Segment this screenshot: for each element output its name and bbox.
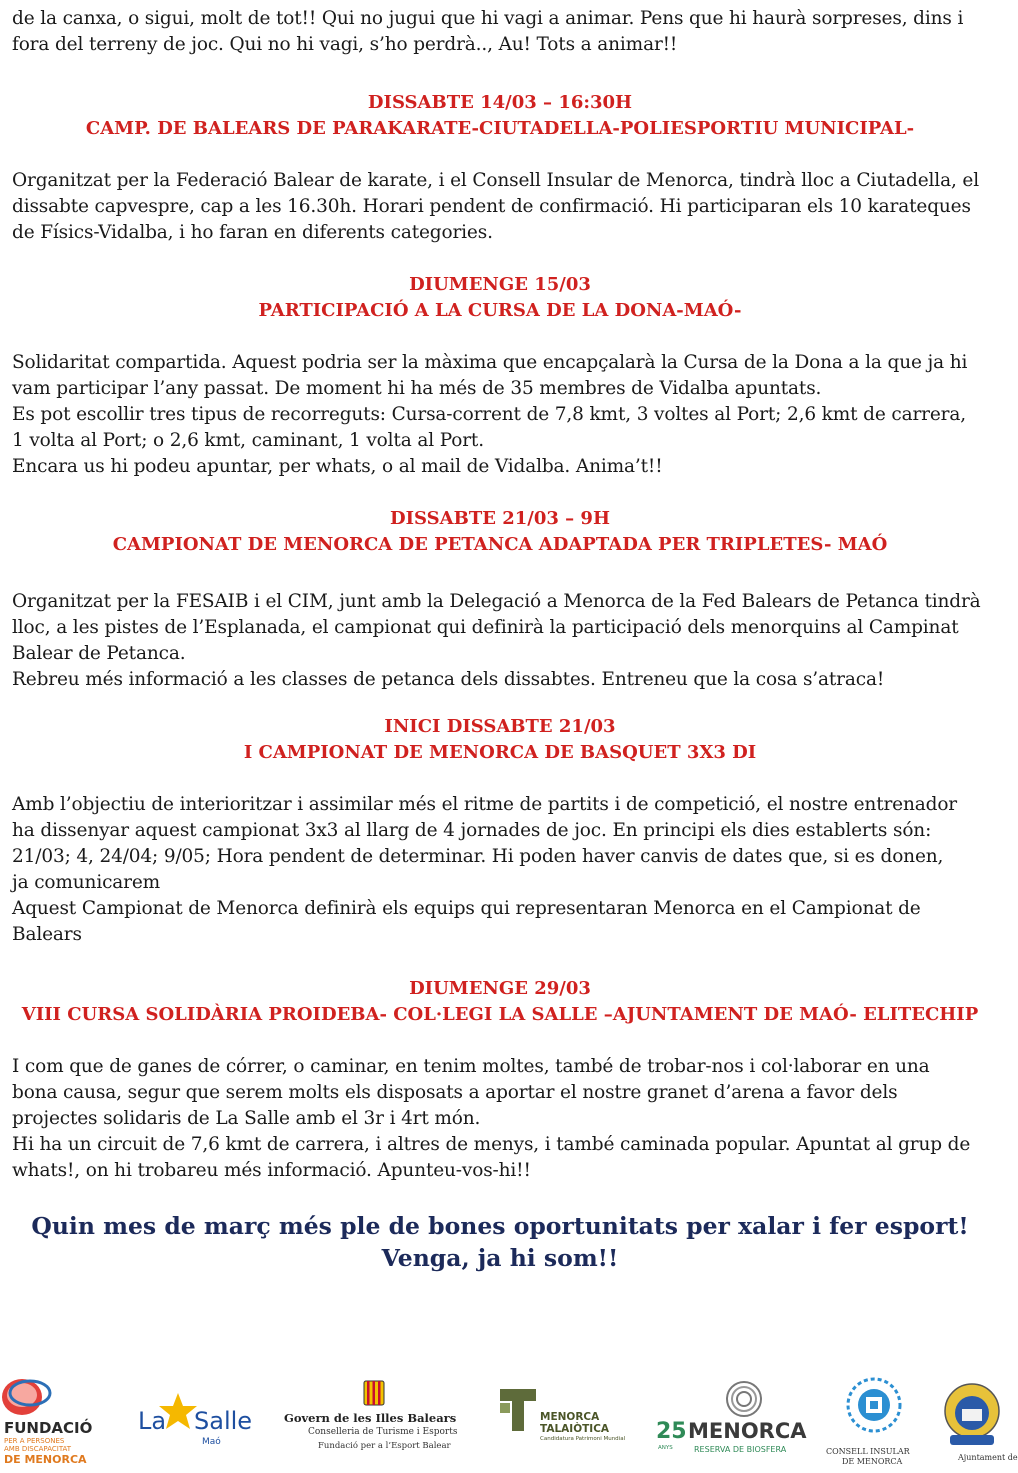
text-line: Aquest Campionat de Menorca definirà els equips qui representaran Menorca en el Campionat de xyxy=(12,898,921,919)
talaiotica-name: MENORCA xyxy=(540,1411,600,1423)
biosfera-number: 25 xyxy=(656,1419,687,1444)
consell-name: CONSELL INSULAR xyxy=(826,1447,910,1456)
event-heading xyxy=(12,90,988,142)
coat-of-arms-icon xyxy=(362,1379,386,1409)
govern-sub: Conselleria de Turisme i Esports xyxy=(308,1427,458,1437)
fundacio-emblem-icon xyxy=(0,1375,60,1419)
text-line: Balear de Petanca. xyxy=(12,643,186,664)
fundacio-sub: DE MENORCA xyxy=(4,1453,87,1466)
fundacio-sub: AMB DISCAPACITAT xyxy=(4,1445,72,1453)
text-line: bona causa, segur que serem molts els disposats a aportar el nostre granet d’arena a favor dels xyxy=(12,1082,898,1103)
event-heading xyxy=(12,506,988,558)
biosfera-name: MENORCA xyxy=(688,1419,807,1443)
text-line: ha dissenyar aquest campionat 3x3 al llarg de 4 jornades de joc. En principi els dies establerts són: xyxy=(12,820,932,841)
talaiotica-logo xyxy=(500,1375,640,1473)
lasalle-name: Salle xyxy=(194,1407,253,1435)
consell-emblem-icon xyxy=(846,1377,902,1433)
closing-line: Venga, ja hi som!! xyxy=(381,1244,619,1272)
text-line: vam participar l’any passat. De moment hi ha més de 35 membres de Vidalba apuntats. xyxy=(12,378,822,399)
text-line: I com que de ganes de córrer, o caminar, en tenim moltes, també de trobar-nos i col·laborar en una xyxy=(12,1056,930,1077)
event-title: PARTICIPACIÓ A LA CURSA DE LA DONA-MAÓ- xyxy=(258,300,742,321)
text-line: de Físics-Vidalba, i ho faran en diferents categories. xyxy=(12,222,493,243)
event-body xyxy=(12,350,988,480)
event-date: DIUMENGE 15/03 xyxy=(409,274,591,295)
consell-name: DE MENORCA xyxy=(842,1457,903,1466)
ajuntament-logo xyxy=(936,1375,1018,1473)
talaiotica-sub: Candidatura Patrimoni Mundial xyxy=(540,1436,626,1442)
text-line: Encara us hi podeu apuntar, per whats, o al mail de Vidalba. Anima’t!! xyxy=(12,456,663,477)
text-line: Amb l’objectiu de interioritzar i assimilar més el ritme de partits i de competició, el nostre entrenador xyxy=(12,794,957,815)
sponsor-logos xyxy=(0,1375,1018,1473)
taula-icon xyxy=(500,1389,536,1431)
fundacio-sub: PER A PERSONES xyxy=(4,1437,65,1445)
event-date: DISSABTE 21/03 – 9H xyxy=(390,508,610,529)
text-line: ja comunicarem xyxy=(12,872,161,893)
event-heading xyxy=(12,714,988,766)
text-line: Rebreu més informació a les classes de petanca dels dissabtes. Entreneu que la cosa s’atraca! xyxy=(12,669,885,690)
text-line: Solidaritat compartida. Aquest podria ser la màxima que encapçalarà la Cursa de la Dona a la que ja hi xyxy=(12,352,968,373)
closing-line: Quin mes de març més ple de bones oportunitats per xalar i fer esport! xyxy=(31,1212,969,1240)
biosfera-sub: RESERVA DE BIOSFERA xyxy=(694,1445,787,1454)
event-body xyxy=(12,168,988,246)
event-date: INICI DISSABTE 21/03 xyxy=(384,716,616,737)
govern-name: Govern de les Illes Balears xyxy=(284,1411,457,1425)
event-body xyxy=(12,1054,988,1184)
text-line: 1 volta al Port; o 2,6 kmt, caminant, 1 volta al Port. xyxy=(12,430,484,451)
lasalle-sub: Maó xyxy=(202,1437,221,1447)
text-line: de la canxa, o sigui, molt de tot!! Qui no jugui que hi vagi a animar. Pens que hi haurà sorpreses, dins i xyxy=(12,8,964,29)
fundacio-logo xyxy=(0,1375,120,1473)
event-title: CAMPIONAT DE MENORCA DE PETANCA ADAPTADA PER TRIPLETES- MAÓ xyxy=(112,534,888,555)
text-line: fora del terreny de joc. Qui no hi vagi, s’ho perdrà.., Au! Tots a animar!! xyxy=(12,34,678,55)
event-heading xyxy=(12,976,988,1028)
consell-logo xyxy=(824,1375,928,1473)
biosfera-years: ANYS xyxy=(658,1445,673,1451)
govern-logo xyxy=(284,1375,474,1473)
closing-message xyxy=(12,1210,988,1274)
event-body xyxy=(12,792,988,948)
lasalle-name: La xyxy=(138,1407,167,1435)
text-line: Hi ha un circuit de 7,6 kmt de carrera, i altres de menys, i també caminada popular. Apuntat al grup de xyxy=(12,1134,971,1155)
text-line: dissabte capvespre, cap a les 16.30h. Horari pendent de confirmació. Hi participaran els 10 karateques xyxy=(12,196,971,217)
intro-paragraph xyxy=(12,6,988,58)
text-line: 21/03; 4, 24/04; 9/05; Hora pendent de determinar. Hi poden haver canvis de dates que, si es donen, xyxy=(12,846,944,867)
event-date: DISSABTE 14/03 – 16:30H xyxy=(367,92,633,113)
event-heading xyxy=(12,272,988,324)
biosfera-circles-icon xyxy=(714,1379,774,1419)
govern-sub: Fundació per a l’Esport Balear xyxy=(318,1441,451,1451)
biosfera-logo xyxy=(654,1375,814,1473)
text-line: whats!, on hi trobareu més informació. Apunteu-vos-hi!! xyxy=(12,1160,531,1181)
text-line: Balears xyxy=(12,924,82,945)
text-line: Organitzat per la FESAIB i el CIM, junt amb la Delegació a Menorca de la Fed Balears de Petanca tindrà xyxy=(12,591,981,612)
event-body xyxy=(12,589,988,693)
fundacio-name: FUNDACIÓ xyxy=(4,1419,93,1437)
event-title: VIII CURSA SOLIDÀRIA PROIDEBA- COL·LEGI LA SALLE –AJUNTAMENT DE MAÓ- ELITECHIP xyxy=(21,1004,979,1025)
event-title: CAMP. DE BALEARS DE PARAKARATE-CIUTADELLA-POLIESPORTIU MUNICIPAL- xyxy=(85,118,915,139)
lasalle-logo xyxy=(136,1375,260,1473)
text-line: Es pot escollir tres tipus de recorreguts: Cursa-corrent de 7,8 kmt, 3 voltes al Port; 2,6 kmt de carrera, xyxy=(12,404,966,425)
ajuntament-name: Ajuntament de xyxy=(958,1453,1018,1462)
event-title: I CAMPIONAT DE MENORCA DE BASQUET 3X3 DI xyxy=(243,742,757,763)
talaiotica-name: TALAIÒTICA xyxy=(540,1423,610,1435)
text-line: lloc, a les pistes de l’Esplanada, el campionat qui definirà la participació dels menorquins al Campinat xyxy=(12,617,959,638)
text-line: Organitzat per la Federació Balear de karate, i el Consell Insular de Menorca, tindrà lloc a Ciutadella, el xyxy=(12,170,979,191)
ajuntament-crest-icon xyxy=(942,1381,1002,1447)
event-date: DIUMENGE 29/03 xyxy=(409,978,591,999)
text-line: projectes solidaris de La Salle amb el 3r i 4rt món. xyxy=(12,1108,481,1129)
